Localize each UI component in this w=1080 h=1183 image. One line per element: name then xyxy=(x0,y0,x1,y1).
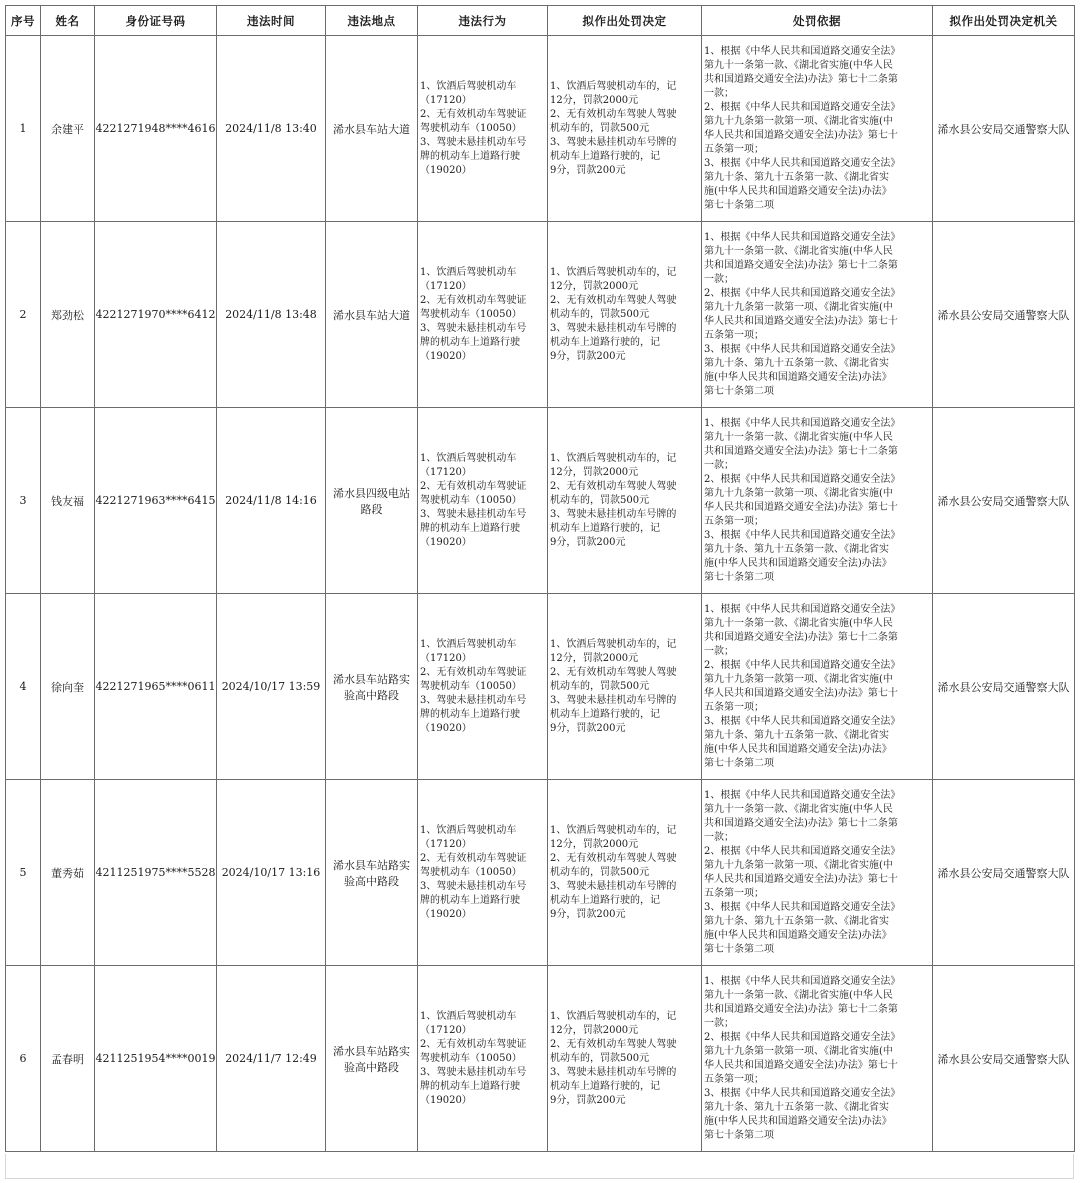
cell-decision: 1、饮酒后驾驶机动车的，记 12分，罚款2000元 2、无有效机动车驾驶人驾驶 机动车的，罚款500元 3、驾驶未悬挂机动车号牌的 机动车上道路行驶的，记 9分，罚款200元 xyxy=(548,408,702,594)
header-decision: 拟作出处罚决定 xyxy=(548,6,702,36)
cell-id: 4221271965****0611 xyxy=(95,594,217,780)
cell-authority: 浠水县公安局交通警察大队 xyxy=(933,408,1075,594)
cell-name: 余建平 xyxy=(41,36,95,222)
table-row xyxy=(6,780,1075,966)
cell-time: 2024/11/8 13:40 xyxy=(217,36,326,222)
cell-violation: 1、饮酒后驾驶机动车 （17120） 2、无有效机动车驾驶证 驾驶机动车（10050） 3、驾驶未悬挂机动车号 牌的机动车上道路行驶 （19020） xyxy=(418,966,548,1152)
cell-basis: 1、根据《中华人民共和国道路交通安全法》 第九十一条第一款、《湖北省实施(中华人民 共和国道路交通安全法)办法》第七十二条第 一款； 2、根据《中华人民共和国道路交通安全法》 第九十九条第一款第一项、《湖北省实施(中 华人民共和国道路交通安全法)办法》第七十 五条第一项； 3、根据《中华人民共和国道路交通安全法》 第九十条、第九十五条第一款、《湖北省实 施(中华人民共和国道路交通安全法)办法》 第七十条第二项 xyxy=(702,780,933,966)
header-time: 违法时间 xyxy=(217,6,326,36)
cell-time: 2024/10/17 13:16 xyxy=(217,780,326,966)
cell-name: 徐向奎 xyxy=(41,594,95,780)
cell-violation: 1、饮酒后驾驶机动车 （17120） 2、无有效机动车驾驶证 驾驶机动车（10050） 3、驾驶未悬挂机动车号 牌的机动车上道路行驶 （19020） xyxy=(418,594,548,780)
cell-no: 5 xyxy=(6,780,41,966)
cell-place: 浠水县车站路实 验高中路段 xyxy=(326,594,418,780)
cell-authority: 浠水县公安局交通警察大队 xyxy=(933,594,1075,780)
table-row xyxy=(6,222,1075,408)
cell-authority: 浠水县公安局交通警察大队 xyxy=(933,36,1075,222)
cell-authority: 浠水县公安局交通警察大队 xyxy=(933,966,1075,1152)
cell-place: 浠水县车站路实 验高中路段 xyxy=(326,966,418,1152)
header-name: 姓名 xyxy=(41,6,95,36)
cell-basis: 1、根据《中华人民共和国道路交通安全法》 第九十一条第一款、《湖北省实施(中华人民 共和国道路交通安全法)办法》第七十二条第 一款； 2、根据《中华人民共和国道路交通安全法》 第九十九条第一款第一项、《湖北省实施(中 华人民共和国道路交通安全法)办法》第七十 五条第一项； 3、根据《中华人民共和国道路交通安全法》 第九十条、第九十五条第一款、《湖北省实 施(中华人民共和国道路交通安全法)办法》 第七十条第二项 xyxy=(702,966,933,1152)
cell-name: 孟春明 xyxy=(41,966,95,1152)
cell-decision: 1、饮酒后驾驶机动车的，记 12分，罚款2000元 2、无有效机动车驾驶人驾驶 机动车的，罚款500元 3、驾驶未悬挂机动车号牌的 机动车上道路行驶的，记 9分，罚款200元 xyxy=(548,594,702,780)
cell-decision: 1、饮酒后驾驶机动车的，记 12分，罚款2000元 2、无有效机动车驾驶人驾驶 机动车的，罚款500元 3、驾驶未悬挂机动车号牌的 机动车上道路行驶的，记 9分，罚款200元 xyxy=(548,780,702,966)
cell-basis: 1、根据《中华人民共和国道路交通安全法》 第九十一条第一款、《湖北省实施(中华人民 共和国道路交通安全法)办法》第七十二条第 一款； 2、根据《中华人民共和国道路交通安全法》 第九十九条第一款第一项、《湖北省实施(中 华人民共和国道路交通安全法)办法》第七十 五条第一项； 3、根据《中华人民共和国道路交通安全法》 第九十条、第九十五条第一款、《湖北省实 施(中华人民共和国道路交通安全法)办法》 第七十条第二项 xyxy=(702,594,933,780)
cell-no: 1 xyxy=(6,36,41,222)
header-basis: 处罚依据 xyxy=(702,6,933,36)
cell-decision: 1、饮酒后驾驶机动车的，记 12分，罚款2000元 2、无有效机动车驾驶人驾驶 机动车的，罚款500元 3、驾驶未悬挂机动车号牌的 机动车上道路行驶的，记 9分，罚款200元 xyxy=(548,222,702,408)
cell-basis: 1、根据《中华人民共和国道路交通安全法》 第九十一条第一款、《湖北省实施(中华人民 共和国道路交通安全法)办法》第七十二条第 一款； 2、根据《中华人民共和国道路交通安全法》 第九十九条第一款第一项、《湖北省实施(中 华人民共和国道路交通安全法)办法》第七十 五条第一项； 3、根据《中华人民共和国道路交通安全法》 第九十条、第九十五条第一款、《湖北省实 施(中华人民共和国道路交通安全法)办法》 第七十条第二项 xyxy=(702,222,933,408)
table-row xyxy=(6,36,1075,222)
table-row xyxy=(6,966,1075,1152)
cell-time: 2024/11/7 12:49 xyxy=(217,966,326,1152)
header-row xyxy=(6,6,1075,36)
cell-name: 钱友福 xyxy=(41,408,95,594)
cell-violation: 1、饮酒后驾驶机动车 （17120） 2、无有效机动车驾驶证 驾驶机动车（10050） 3、驾驶未悬挂机动车号 牌的机动车上道路行驶 （19020） xyxy=(418,780,548,966)
cell-violation: 1、饮酒后驾驶机动车 （17120） 2、无有效机动车驾驶证 驾驶机动车（10050） 3、驾驶未悬挂机动车号 牌的机动车上道路行驶 （19020） xyxy=(418,222,548,408)
header-id: 身份证号码 xyxy=(95,6,217,36)
table-row xyxy=(6,408,1075,594)
cell-authority: 浠水县公安局交通警察大队 xyxy=(933,780,1075,966)
cell-id: 4211251954****0019 xyxy=(95,966,217,1152)
header-place: 违法地点 xyxy=(326,6,418,36)
cell-id: 4211251975****5528 xyxy=(95,780,217,966)
header-authority: 拟作出处罚决定机关 xyxy=(933,6,1075,36)
header-violation: 违法行为 xyxy=(418,6,548,36)
cell-id: 4221271963****6415 xyxy=(95,408,217,594)
cell-violation: 1、饮酒后驾驶机动车 （17120） 2、无有效机动车驾驶证 驾驶机动车（10050） 3、驾驶未悬挂机动车号 牌的机动车上道路行驶 （19020） xyxy=(418,36,548,222)
cell-place: 浠水县四级电站 路段 xyxy=(326,408,418,594)
cell-no: 6 xyxy=(6,966,41,1152)
cell-decision: 1、饮酒后驾驶机动车的，记 12分，罚款2000元 2、无有效机动车驾驶人驾驶 机动车的，罚款500元 3、驾驶未悬挂机动车号牌的 机动车上道路行驶的，记 9分，罚款200元 xyxy=(548,966,702,1152)
cell-place: 浠水县车站大道 xyxy=(326,222,418,408)
header-no: 序号 xyxy=(6,6,41,36)
cell-no: 3 xyxy=(6,408,41,594)
cell-basis: 1、根据《中华人民共和国道路交通安全法》 第九十一条第一款、《湖北省实施(中华人民 共和国道路交通安全法)办法》第七十二条第 一款； 2、根据《中华人民共和国道路交通安全法》 第九十九条第一款第一项、《湖北省实施(中 华人民共和国道路交通安全法)办法》第七十 五条第一项； 3、根据《中华人民共和国道路交通安全法》 第九十条、第九十五条第一款、《湖北省实 施(中华人民共和国道路交通安全法)办法》 第七十条第二项 xyxy=(702,36,933,222)
cell-no: 2 xyxy=(6,222,41,408)
cell-time: 2024/10/17 13:59 xyxy=(217,594,326,780)
cell-time: 2024/11/8 13:48 xyxy=(217,222,326,408)
cell-place: 浠水县车站大道 xyxy=(326,36,418,222)
cell-place: 浠水县车站路实 验高中路段 xyxy=(326,780,418,966)
cell-basis: 1、根据《中华人民共和国道路交通安全法》 第九十一条第一款、《湖北省实施(中华人民 共和国道路交通安全法)办法》第七十二条第 一款； 2、根据《中华人民共和国道路交通安全法》 第九十九条第一款第一项、《湖北省实施(中 华人民共和国道路交通安全法)办法》第七十 五条第一项； 3、根据《中华人民共和国道路交通安全法》 第九十条、第九十五条第一款、《湖北省实 施(中华人民共和国道路交通安全法)办法》 第七十条第二项 xyxy=(702,408,933,594)
cell-name: 郑劲松 xyxy=(41,222,95,408)
penalty-table xyxy=(5,5,1075,1152)
cell-time: 2024/11/8 14:16 xyxy=(217,408,326,594)
cell-authority: 浠水县公安局交通警察大队 xyxy=(933,222,1075,408)
cell-id: 4221271948****4616 xyxy=(95,36,217,222)
table-row xyxy=(6,594,1075,780)
empty-footer-row xyxy=(5,1154,1074,1179)
cell-decision: 1、饮酒后驾驶机动车的，记 12分，罚款2000元 2、无有效机动车驾驶人驾驶 机动车的，罚款500元 3、驾驶未悬挂机动车号牌的 机动车上道路行驶的，记 9分，罚款200元 xyxy=(548,36,702,222)
cell-no: 4 xyxy=(6,594,41,780)
cell-violation: 1、饮酒后驾驶机动车 （17120） 2、无有效机动车驾驶证 驾驶机动车（10050） 3、驾驶未悬挂机动车号 牌的机动车上道路行驶 （19020） xyxy=(418,408,548,594)
cell-id: 4221271970****6412 xyxy=(95,222,217,408)
cell-name: 董秀茹 xyxy=(41,780,95,966)
